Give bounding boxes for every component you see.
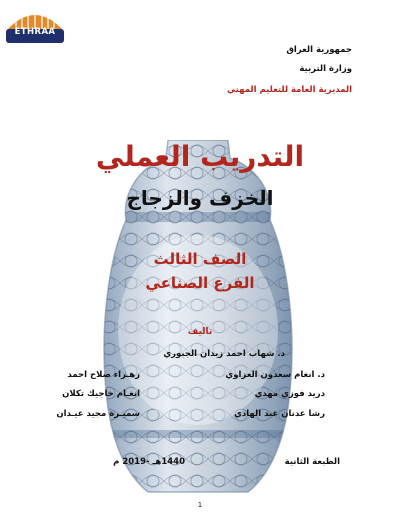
authors-label: تاليف [187, 327, 213, 337]
author-left-2: انغـام خاجيك تكلان [62, 389, 140, 399]
cover-title: التدريب العملي [95, 140, 305, 173]
page-number: 1 [197, 501, 203, 509]
header-country: جمهورية العراق [286, 45, 352, 55]
author-right-3: رشا عدنان عبد الهادي [234, 409, 325, 419]
author-lead: د. شهاب احمد زيدان الجبوري [163, 349, 285, 359]
author-right-2: دريد فوزي مهدي [254, 389, 325, 399]
edition-year: 1440هـ -2019 م [113, 457, 185, 467]
author-left-1: زهـراء صلاح احمد [67, 370, 140, 380]
cover-grade: الصف الثالث [153, 250, 247, 268]
edition-label: الطبعة الثانية [284, 457, 340, 467]
author-left-3: سميـرة مجيد عيـدان [56, 409, 140, 419]
header-directorate: المديرية العامة للتعليم المهني [227, 85, 352, 95]
cover-subject: الخزف والزجاج [126, 186, 274, 210]
author-right-1: د. انغام سعدون العزاوي [225, 370, 325, 380]
logo-wordmark: ETHRAA [14, 27, 56, 37]
header-ministry: وزارة التربية [299, 64, 352, 74]
ethraa-logo [4, 4, 66, 44]
cover-branch: الفرع الصناعي [145, 274, 255, 292]
